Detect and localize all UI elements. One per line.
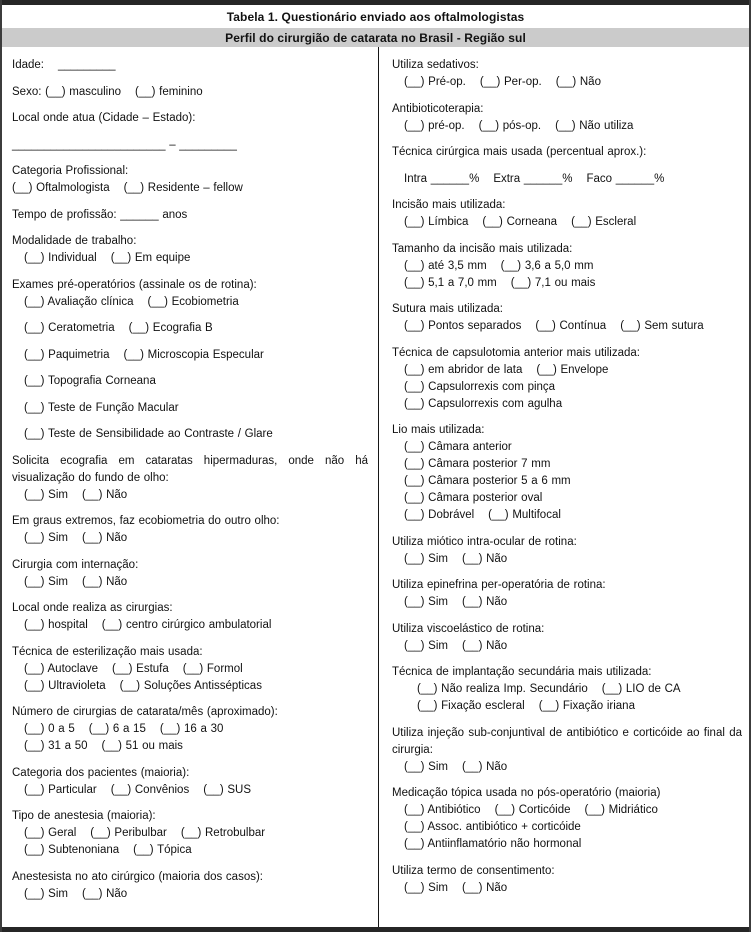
- table-subtitle-bar: [2, 28, 749, 47]
- checkbox-option: (__) Não utiliza: [555, 119, 634, 132]
- question-block: [12, 557, 368, 591]
- question-line: [392, 214, 742, 231]
- checkbox-option: (__) Corneana: [482, 216, 558, 228]
- checkbox-option: (__) Pontos separados: [404, 320, 522, 332]
- checkbox-option: (__) Topografia Corneana: [24, 375, 156, 387]
- table-bottom-rule: [2, 927, 749, 932]
- checkbox-option: (__) 5,1 a 7,0 mm: [404, 276, 497, 289]
- question-block: [12, 513, 368, 547]
- question-line: [392, 379, 742, 396]
- question-label: Local onde realiza as cirurgias:: [12, 602, 173, 614]
- question-line: [392, 144, 742, 161]
- question-line: [12, 180, 368, 197]
- checkbox-option: (__) feminino: [135, 85, 203, 98]
- question-block: [392, 57, 742, 91]
- question-block: [392, 534, 742, 568]
- question-line: [392, 171, 742, 188]
- checkbox-option: (__) Não: [81, 488, 128, 501]
- question-block: [12, 320, 368, 337]
- question-label: Utiliza miótico intra-ocular de rotina:: [392, 535, 577, 548]
- checkbox-option: (__) SUS: [203, 783, 251, 796]
- checkbox-option: (__) Tópica: [133, 844, 192, 856]
- checkbox-option: (__) Sim: [404, 881, 448, 894]
- checkbox-option: (__) 7,1 ou mais: [510, 276, 596, 289]
- checkbox-option: (__) Não: [81, 532, 128, 544]
- question-block: [12, 765, 368, 799]
- question-label: Técnica de esterilização mais usada:: [12, 645, 203, 658]
- question-block: [392, 345, 742, 413]
- question-line: [12, 57, 368, 74]
- checkbox-option: (__) Sim: [24, 532, 68, 544]
- fill-in-blank: ________________________ – _________: [12, 138, 237, 151]
- question-line: [392, 456, 742, 473]
- question-label: Lio mais utilizada:: [392, 424, 485, 436]
- question-line: [392, 439, 742, 456]
- question-label: Técnica de implantação secundária mais utilizada:: [392, 666, 652, 678]
- checkbox-option: (__) Capsulorrexis com agulha: [404, 397, 563, 410]
- question-label: Medicação tópica usada no pós-operatório (maioria): [392, 787, 661, 799]
- fill-in-blank: Extra ______%: [493, 172, 573, 185]
- question-block: [12, 110, 368, 127]
- checkbox-option: (__) Não: [81, 575, 128, 588]
- checkbox-option: (__) Escleral: [571, 216, 637, 228]
- question-line: [392, 490, 742, 507]
- checkbox-option: (__) Geral: [24, 827, 77, 839]
- question-line: [12, 557, 368, 574]
- question-block: [392, 863, 742, 897]
- checkbox-option: (__) Midriático: [584, 804, 658, 816]
- fill-in-blank: _________: [57, 59, 116, 71]
- question-block: [392, 422, 742, 524]
- question-label: Exames pré-operatórios (assinale os de rotina):: [12, 278, 257, 291]
- checkbox-option: (__) Retrobulbar: [180, 827, 266, 839]
- checkbox-option: (__) Sem sutura: [620, 320, 704, 332]
- question-block: [12, 373, 368, 390]
- question-line: [12, 320, 368, 337]
- question-line: [12, 453, 368, 487]
- checkbox-option: (__) Per-op.: [479, 76, 542, 88]
- checkbox-option: (__) Subtenoniana: [24, 844, 120, 856]
- question-line: [392, 638, 742, 655]
- table-title: [2, 5, 749, 28]
- checkbox-option: (__) Não: [461, 596, 508, 608]
- checkbox-option: (__) Fixação escleral: [417, 700, 525, 712]
- checkbox-option: (__) Multifocal: [488, 509, 561, 521]
- question-block: [392, 301, 742, 335]
- question-line: [392, 318, 742, 335]
- checkbox-option: (__) em abridor de lata: [404, 363, 523, 376]
- question-line: [12, 513, 368, 530]
- question-line: [392, 551, 742, 568]
- question-line: [12, 869, 368, 886]
- question-line: [12, 704, 368, 721]
- checkbox-option: (__) Não: [555, 76, 601, 88]
- checkbox-option: (__) Câmara posterior 5 a 6 mm: [404, 475, 571, 487]
- question-block: [12, 704, 368, 755]
- question-line: [392, 275, 742, 292]
- checkbox-option: (__) Câmara posterior 7 mm: [404, 458, 551, 470]
- question-line: [392, 57, 742, 74]
- question-label: Número de cirurgias de catarata/mês (aproximado):: [12, 706, 278, 718]
- fill-in-blank: Intra ______%: [404, 172, 480, 185]
- question-block: [12, 207, 368, 224]
- checkbox-option: (__) Microscopia Especular: [123, 348, 264, 361]
- question-line: [392, 534, 742, 551]
- checkbox-option: (__) Pré-op.: [404, 76, 466, 88]
- question-line: [12, 84, 368, 101]
- question-line: [12, 163, 368, 180]
- checkbox-option: (__) 3,6 a 5,0 mm: [500, 259, 594, 272]
- checkbox-option: (__) Convênios: [110, 783, 190, 796]
- question-line: [12, 487, 368, 504]
- question-label: Solicita ecografia em cataratas hipermaduras, onde não há visualização do fundo de olho:: [12, 454, 368, 484]
- question-block: [392, 621, 742, 655]
- checkbox-option: (__) Peribulbar: [90, 827, 167, 839]
- checkbox-option: (__) Sim: [404, 760, 448, 773]
- question-block: [12, 163, 368, 197]
- checkbox-option: (__) Câmara anterior: [404, 441, 512, 453]
- question-block: [12, 400, 368, 417]
- checkbox-option: (__) hospital: [24, 619, 88, 631]
- checkbox-option: (__) Não realiza Imp. Secundário: [417, 683, 588, 695]
- checkbox-option: (__) Em equipe: [110, 252, 191, 264]
- question-line: [12, 233, 368, 250]
- question-line: [12, 738, 368, 755]
- question-label: Utiliza epinefrina per-operatória de rotina:: [392, 579, 606, 591]
- checkbox-option: (__) Não: [461, 760, 508, 773]
- question-line: [392, 101, 742, 118]
- question-label: Incisão mais utilizada:: [392, 199, 506, 211]
- question-line: [392, 880, 742, 897]
- question-block: [12, 277, 368, 311]
- table-title-text: Tabela 1. Questionário enviado aos oftalmologistas: [226, 9, 525, 24]
- checkbox-option: (__) centro cirúrgico ambulatorial: [101, 619, 272, 631]
- question-label: Modalidade de trabalho:: [12, 235, 137, 247]
- question-line: [392, 396, 742, 413]
- question-block: [392, 241, 742, 292]
- question-line: [12, 661, 368, 678]
- checkbox-option: (__) Assoc. antibiótico + corticóide: [404, 821, 581, 833]
- question-label: Idade:: [12, 59, 44, 71]
- question-label: Categoria Profissional:: [12, 165, 129, 177]
- question-block: [12, 869, 368, 903]
- checkbox-option: (__) 31 a 50: [24, 740, 88, 752]
- checkbox-option: (__) Não: [461, 552, 508, 565]
- checkbox-option: (__) Ultravioleta: [24, 679, 106, 692]
- question-line: [12, 886, 368, 903]
- question-line: [12, 808, 368, 825]
- question-line: [12, 347, 368, 364]
- question-block: [392, 197, 742, 231]
- question-line: [392, 362, 742, 379]
- question-line: [12, 400, 368, 417]
- question-line: [12, 373, 368, 390]
- checkbox-option: (__) Particular: [24, 783, 97, 796]
- question-line: [392, 197, 742, 214]
- fill-in-blank: Faco ______%: [586, 172, 665, 185]
- question-line: [392, 241, 742, 258]
- question-line: [392, 74, 742, 91]
- question-line: [392, 759, 742, 776]
- fill-in-blank: Tempo de profissão: ______ anos: [12, 208, 188, 221]
- question-line: [12, 842, 368, 859]
- question-line: [392, 118, 742, 135]
- checkbox-option: (__) Envelope: [536, 363, 609, 376]
- question-label: Em graus extremos, faz ecobiometria do outro olho:: [12, 515, 280, 527]
- checkbox-option: (__) Sim: [24, 887, 68, 900]
- question-line: [12, 617, 368, 634]
- question-line: [392, 422, 742, 439]
- checkbox-option: (__) Soluções Antissépticas: [119, 679, 262, 692]
- question-block: [12, 644, 368, 695]
- checkbox-option: (__) Corticóide: [494, 804, 571, 816]
- question-line: [392, 802, 742, 819]
- question-label: Tipo de anestesia (maioria):: [12, 810, 156, 822]
- question-label: Cirurgia com internação:: [12, 558, 139, 571]
- question-line: [392, 258, 742, 275]
- question-block: [392, 785, 742, 853]
- question-line: [12, 782, 368, 799]
- question-line: [12, 137, 368, 154]
- question-line: [392, 863, 742, 880]
- question-block: [12, 57, 368, 74]
- checkbox-option: (__) Contínua: [535, 320, 607, 332]
- question-block: [392, 664, 742, 715]
- question-label: Categoria dos pacientes (maioria):: [12, 766, 190, 779]
- question-line: [392, 819, 742, 836]
- question-line: [392, 681, 742, 698]
- question-block: [392, 144, 742, 161]
- question-line: [12, 678, 368, 695]
- questionnaire-left-column: [2, 47, 379, 927]
- checkbox-option: (__) Ceratometria: [24, 322, 115, 334]
- checkbox-option: (__) 16 a 30: [159, 723, 224, 735]
- checkbox-option: (__) Capsulorrexis com pinça: [404, 380, 556, 393]
- checkbox-option: (__) Individual: [24, 252, 97, 264]
- checkbox-option: (__) Sim: [24, 488, 68, 501]
- question-block: [12, 84, 368, 101]
- checkbox-option: (__) Sim: [404, 639, 448, 652]
- checkbox-option: (__) Sim: [404, 552, 448, 565]
- question-block: [12, 808, 368, 859]
- question-label: Utiliza termo de consentimento:: [392, 864, 555, 877]
- checkbox-option: (__) até 3,5 mm: [404, 259, 487, 272]
- question-line: [12, 250, 368, 267]
- question-line: [12, 294, 368, 311]
- checkbox-option: (__) Antiinflamatório não hormonal: [404, 838, 582, 850]
- checkbox-option: (__) Câmara posterior oval: [404, 492, 543, 504]
- question-line: [12, 721, 368, 738]
- checkbox-option: (__) Residente – fellow: [123, 182, 243, 194]
- checkbox-option: (__) Ecografia B: [128, 322, 213, 334]
- questionnaire-body: [2, 47, 749, 927]
- checkbox-option: (__) Oftalmologista: [12, 182, 110, 194]
- checkbox-option: (__) Formol: [182, 662, 243, 675]
- question-line: [392, 725, 742, 759]
- checkbox-option: (__) Não: [461, 639, 508, 652]
- checkbox-option: (__) Paquimetria: [24, 348, 110, 361]
- checkbox-option: (__) pós-op.: [478, 119, 542, 132]
- table-subtitle-text: Perfil do cirurgião de catarata no Brasil - Região sul: [225, 30, 526, 45]
- checkbox-option: (__) Fixação iriana: [538, 700, 635, 712]
- checkbox-option: (__) pré-op.: [404, 119, 465, 132]
- question-block: [392, 725, 742, 776]
- question-line: [392, 301, 742, 318]
- question-line: [392, 507, 742, 524]
- question-line: [12, 530, 368, 547]
- checkbox-option: (__) Teste de Função Macular: [24, 401, 179, 414]
- question-label: Utiliza viscoelástico de rotina:: [392, 622, 545, 635]
- question-line: [392, 577, 742, 594]
- checkbox-option: (__) 51 ou mais: [101, 740, 183, 752]
- question-block: [392, 101, 742, 135]
- question-block: [12, 600, 368, 634]
- checkbox-option: (__) 0 a 5: [24, 723, 75, 735]
- question-line: [392, 785, 742, 802]
- checkbox-option: (__) Antibiótico: [404, 804, 481, 816]
- checkbox-option: (__) Teste de Sensibilidade ao Contraste / Glare: [24, 428, 273, 440]
- question-line: [12, 277, 368, 294]
- checkbox-option: (__) Não: [461, 881, 508, 894]
- question-line: [12, 110, 368, 127]
- question-label: Antibioticoterapia:: [392, 102, 484, 115]
- question-block: [392, 171, 742, 188]
- checkbox-option: (__) Ecobiometria: [147, 295, 239, 308]
- checkbox-option: (__) Sim: [24, 575, 68, 588]
- question-line: [392, 594, 742, 611]
- checkbox-option: (__) Límbica: [404, 216, 469, 228]
- question-block: [12, 233, 368, 267]
- checkbox-option: (__) 6 a 15: [88, 723, 146, 735]
- question-label: Utiliza injeção sub-conjuntival de antibiótico e corticóide ao final da cirurgia:: [392, 726, 742, 756]
- question-line: [12, 426, 368, 443]
- question-block: [12, 453, 368, 504]
- question-line: [392, 836, 742, 853]
- question-line: [392, 664, 742, 681]
- question-label: Técnica cirúrgica mais usada (percentual aprox.):: [392, 146, 647, 158]
- question-line: [12, 825, 368, 842]
- question-label: Sutura mais utilizada:: [392, 303, 503, 315]
- question-label: Local onde atua (Cidade – Estado):: [12, 112, 196, 124]
- checkbox-option: (__) Sim: [404, 596, 448, 608]
- question-line: [12, 644, 368, 661]
- checkbox-option: (__) Avaliação clínica: [24, 295, 134, 308]
- question-line: [12, 207, 368, 224]
- question-line: [12, 574, 368, 591]
- question-line: [12, 765, 368, 782]
- checkbox-option: (__) LIO de CA: [601, 683, 681, 695]
- question-block: [12, 347, 368, 364]
- question-line: [392, 698, 742, 715]
- question-label: Utiliza sedativos:: [392, 59, 479, 71]
- questionnaire-right-column: [379, 47, 749, 927]
- question-label: Técnica de capsulotomia anterior mais utilizada:: [392, 346, 640, 359]
- checkbox-option: (__) Estufa: [112, 662, 169, 675]
- question-label: Tamanho da incisão mais utilizada:: [392, 242, 573, 255]
- checkbox-option: (__) Autoclave: [24, 662, 99, 675]
- question-block: [392, 577, 742, 611]
- question-label: Anestesista no ato cirúrgico (maioria dos casos):: [12, 870, 263, 883]
- question-label: Sexo: (__) masculino: [12, 85, 122, 98]
- question-line: [392, 473, 742, 490]
- question-line: [392, 345, 742, 362]
- checkbox-option: (__) Dobrável: [404, 509, 475, 521]
- checkbox-option: (__) Não: [81, 887, 128, 900]
- question-block: [12, 426, 368, 443]
- question-line: [392, 621, 742, 638]
- question-line: [12, 600, 368, 617]
- question-block: [12, 137, 368, 154]
